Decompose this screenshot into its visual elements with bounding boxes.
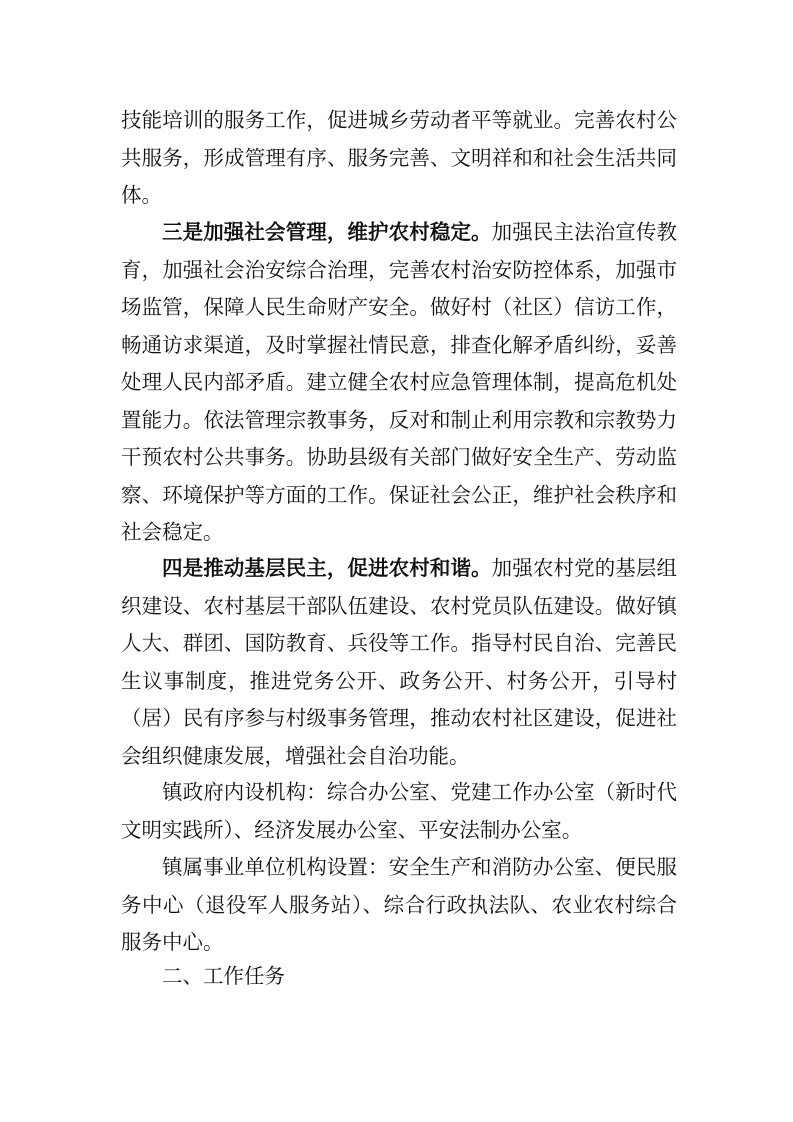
point-three-lead: 三是加强社会管理，维护农村稳定。 bbox=[162, 220, 492, 244]
point-four-paragraph bbox=[121, 550, 677, 775]
point-four-body: 加强农村党的基层组织建设、农村基层干部队伍建设、农村党员队伍建设。做好镇人大、群团、国防教育、兵役等工作。指导村民自治、完善民生议事制度，推进党务公开、政务公开、村务公开，引导村（居）民有序参与村级事务管理，推动农村社区建设，促进社会组织健康发展，增强社会自治功能。 bbox=[121, 556, 678, 768]
section-heading: 二、工作任务 bbox=[162, 964, 285, 988]
affiliated-units-paragraph: 镇属事业单位机构设置：安全生产和消防办公室、便民服务中心（退役军人服务站）、综合行政执法队、农业农村综合服务中心。 bbox=[121, 855, 677, 954]
point-four-lead: 四是推动基层民主，促进农村和谐。 bbox=[162, 556, 492, 580]
intro-paragraph: 技能培训的服务工作，促进城乡劳动者平等就业。完善农村公共服务，形成管理有序、服务完善、文明祥和和社会生活共同体。 bbox=[121, 108, 677, 207]
point-three-body: 加强民主法治宣传教育，加强社会治安综合治理，完善农村治安防控体系，加强市场监管，保障人民生命财产安全。做好村（社区）信访工作，畅通访求渠道，及时掌握社情民意，排查化解矛盾纠纷，妥善处理人民内部矛盾。建立健全农村应急管理体制，提高危机处置能力。依法管理宗教事务，反对和制止利用宗教和宗教势力干预农村公共事务。协助县级有关部门做好安全生产、劳动监察、环境保护等方面的工作。保证社会公正，维护社会秩序和社会稳定。 bbox=[121, 220, 678, 544]
internal-agencies-paragraph: 镇政府内设机构：综合办公室、党建工作办公室（新时代文明实践所）、经济发展办公室、平安法制办公室。 bbox=[121, 780, 677, 842]
point-three-paragraph bbox=[121, 214, 677, 552]
